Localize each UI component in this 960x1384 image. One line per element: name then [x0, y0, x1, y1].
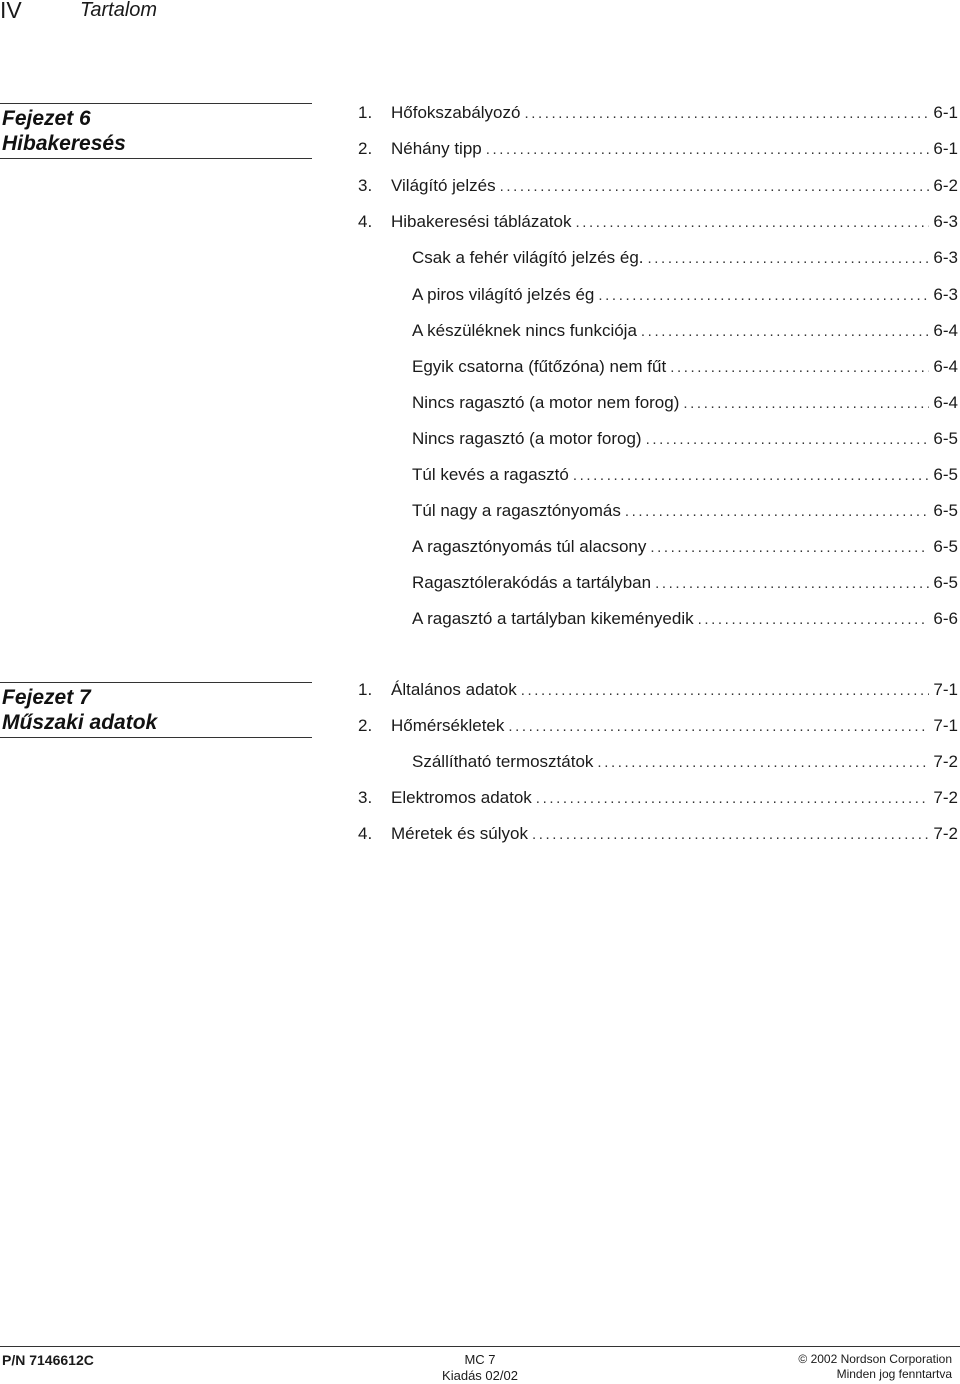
toc-entry[interactable] — [412, 357, 958, 381]
dot-leader — [641, 323, 930, 340]
dot-leader — [575, 214, 929, 231]
toc-title: Néhány tipp — [391, 139, 482, 158]
toc-title: Túl nagy a ragasztónyomás — [412, 501, 621, 520]
toc-page: 6-5 — [933, 465, 958, 484]
toc-entry[interactable] — [412, 573, 958, 597]
toc-title: Hibakeresési táblázatok — [391, 212, 572, 231]
toc-title: A ragasztónyomás túl alacsony — [412, 537, 647, 556]
dot-leader — [573, 467, 930, 484]
dot-leader — [683, 395, 929, 412]
toc-number: 4. — [358, 824, 373, 843]
toc-page: 6-3 — [933, 248, 958, 267]
chapter-title: Műszaki adatok — [2, 711, 158, 734]
toc-title: Hőmérsékletek — [391, 716, 505, 735]
toc-title: Nincs ragasztó (a motor nem forog) — [412, 393, 680, 412]
toc-page: 6-4 — [933, 321, 958, 340]
dot-leader — [500, 178, 930, 195]
toc-title: Csak a fehér világító jelzés ég. — [412, 248, 644, 267]
edition: Kiadás 02/02 — [442, 1368, 518, 1383]
toc-entry[interactable] — [358, 103, 958, 127]
toc-title: Hőfokszabályozó — [391, 103, 521, 122]
toc-entry[interactable] — [358, 139, 958, 163]
toc-number: 3. — [358, 176, 373, 195]
toc-title: Túl kevés a ragasztó — [412, 465, 569, 484]
toc-page: 6-3 — [933, 285, 958, 304]
dot-leader — [646, 431, 930, 448]
toc-number: 1. — [358, 103, 373, 122]
toc-page: 7-2 — [933, 752, 958, 771]
toc-entry[interactable] — [358, 788, 958, 812]
toc-page: 6-5 — [933, 501, 958, 520]
toc-entry[interactable] — [412, 609, 958, 633]
toc-entry[interactable] — [412, 752, 958, 776]
dot-leader — [597, 754, 929, 771]
rights-reserved: Minden jog fenntartva — [836, 1367, 952, 1381]
toc-page: 6-1 — [933, 103, 958, 122]
toc-entry[interactable] — [358, 176, 958, 200]
dot-leader — [648, 250, 930, 267]
part-number: P/N 7146612C — [2, 1352, 94, 1368]
toc-number: 2. — [358, 139, 373, 158]
toc-entry[interactable] — [358, 716, 958, 740]
chapter-number: Fejezet 7 — [2, 686, 91, 709]
toc-page: 7-1 — [933, 680, 958, 699]
dot-leader — [532, 826, 929, 843]
toc-title: Általános adatok — [391, 680, 517, 699]
toc-title: Méretek és súlyok — [391, 824, 528, 843]
chapter-title: Hibakeresés — [2, 132, 126, 155]
toc-page: 6-4 — [933, 393, 958, 412]
toc-title: Nincs ragasztó (a motor forog) — [412, 429, 642, 448]
dot-leader — [650, 539, 929, 556]
dot-leader — [655, 575, 929, 592]
page-header-title: Tartalom — [80, 0, 158, 21]
toc-page: 7-1 — [933, 716, 958, 735]
dot-leader — [698, 611, 930, 628]
dot-leader — [536, 790, 930, 807]
toc-entry[interactable] — [358, 212, 958, 236]
toc-title: A készüléknek nincs funkciója — [412, 321, 637, 340]
toc-entry[interactable] — [412, 285, 958, 309]
dot-leader — [521, 682, 930, 699]
toc-entry[interactable] — [412, 501, 958, 525]
toc-number: 3. — [358, 788, 373, 807]
toc-number: 4. — [358, 212, 373, 231]
chapter-heading — [0, 103, 312, 159]
chapter-heading — [0, 682, 312, 738]
toc-entry[interactable] — [412, 537, 958, 561]
toc-page: 6-1 — [933, 139, 958, 158]
toc-page: 6-2 — [933, 176, 958, 195]
dot-leader — [625, 503, 930, 520]
toc-page: 6-5 — [933, 573, 958, 592]
dot-leader — [486, 141, 930, 158]
toc-entry[interactable] — [412, 429, 958, 453]
toc-page: 6-4 — [933, 357, 958, 376]
toc-title: Szállítható termosztátok — [412, 752, 594, 771]
toc-entry[interactable] — [412, 321, 958, 345]
dot-leader — [598, 287, 929, 304]
toc-title: A piros világító jelzés ég — [412, 285, 595, 304]
footer-center — [380, 1352, 580, 1384]
toc-entry[interactable] — [412, 393, 958, 417]
dot-leader — [670, 359, 929, 376]
toc-entry[interactable] — [412, 248, 958, 272]
dot-leader — [508, 718, 929, 735]
toc-page: 7-2 — [933, 824, 958, 843]
toc-title: A ragasztó a tartályban kikeményedik — [412, 609, 694, 628]
copyright: © 2002 Nordson Corporation — [798, 1352, 952, 1366]
model-name: MC 7 — [464, 1352, 496, 1367]
page-header — [0, 0, 960, 24]
dot-leader — [524, 105, 929, 122]
toc-number: 2. — [358, 716, 373, 735]
toc-page: 6-3 — [933, 212, 958, 231]
page-number: IV — [0, 0, 22, 23]
footer-right — [798, 1352, 952, 1382]
toc-page: 7-2 — [933, 788, 958, 807]
toc-page: 6-6 — [933, 609, 958, 628]
toc-entry[interactable] — [412, 465, 958, 489]
chapter-number: Fejezet 6 — [2, 107, 91, 130]
toc-entry[interactable] — [358, 824, 958, 848]
toc-title: Világító jelzés — [391, 176, 496, 195]
toc-title: Elektromos adatok — [391, 788, 532, 807]
toc-page: 6-5 — [933, 429, 958, 448]
toc-title: Egyik csatorna (fűtőzóna) nem fűt — [412, 357, 667, 376]
toc-number: 1. — [358, 680, 373, 699]
toc-entry[interactable] — [358, 680, 958, 704]
toc-title: Ragasztólerakódás a tartályban — [412, 573, 652, 592]
toc-page: 6-5 — [933, 537, 958, 556]
page-footer — [0, 1346, 960, 1384]
